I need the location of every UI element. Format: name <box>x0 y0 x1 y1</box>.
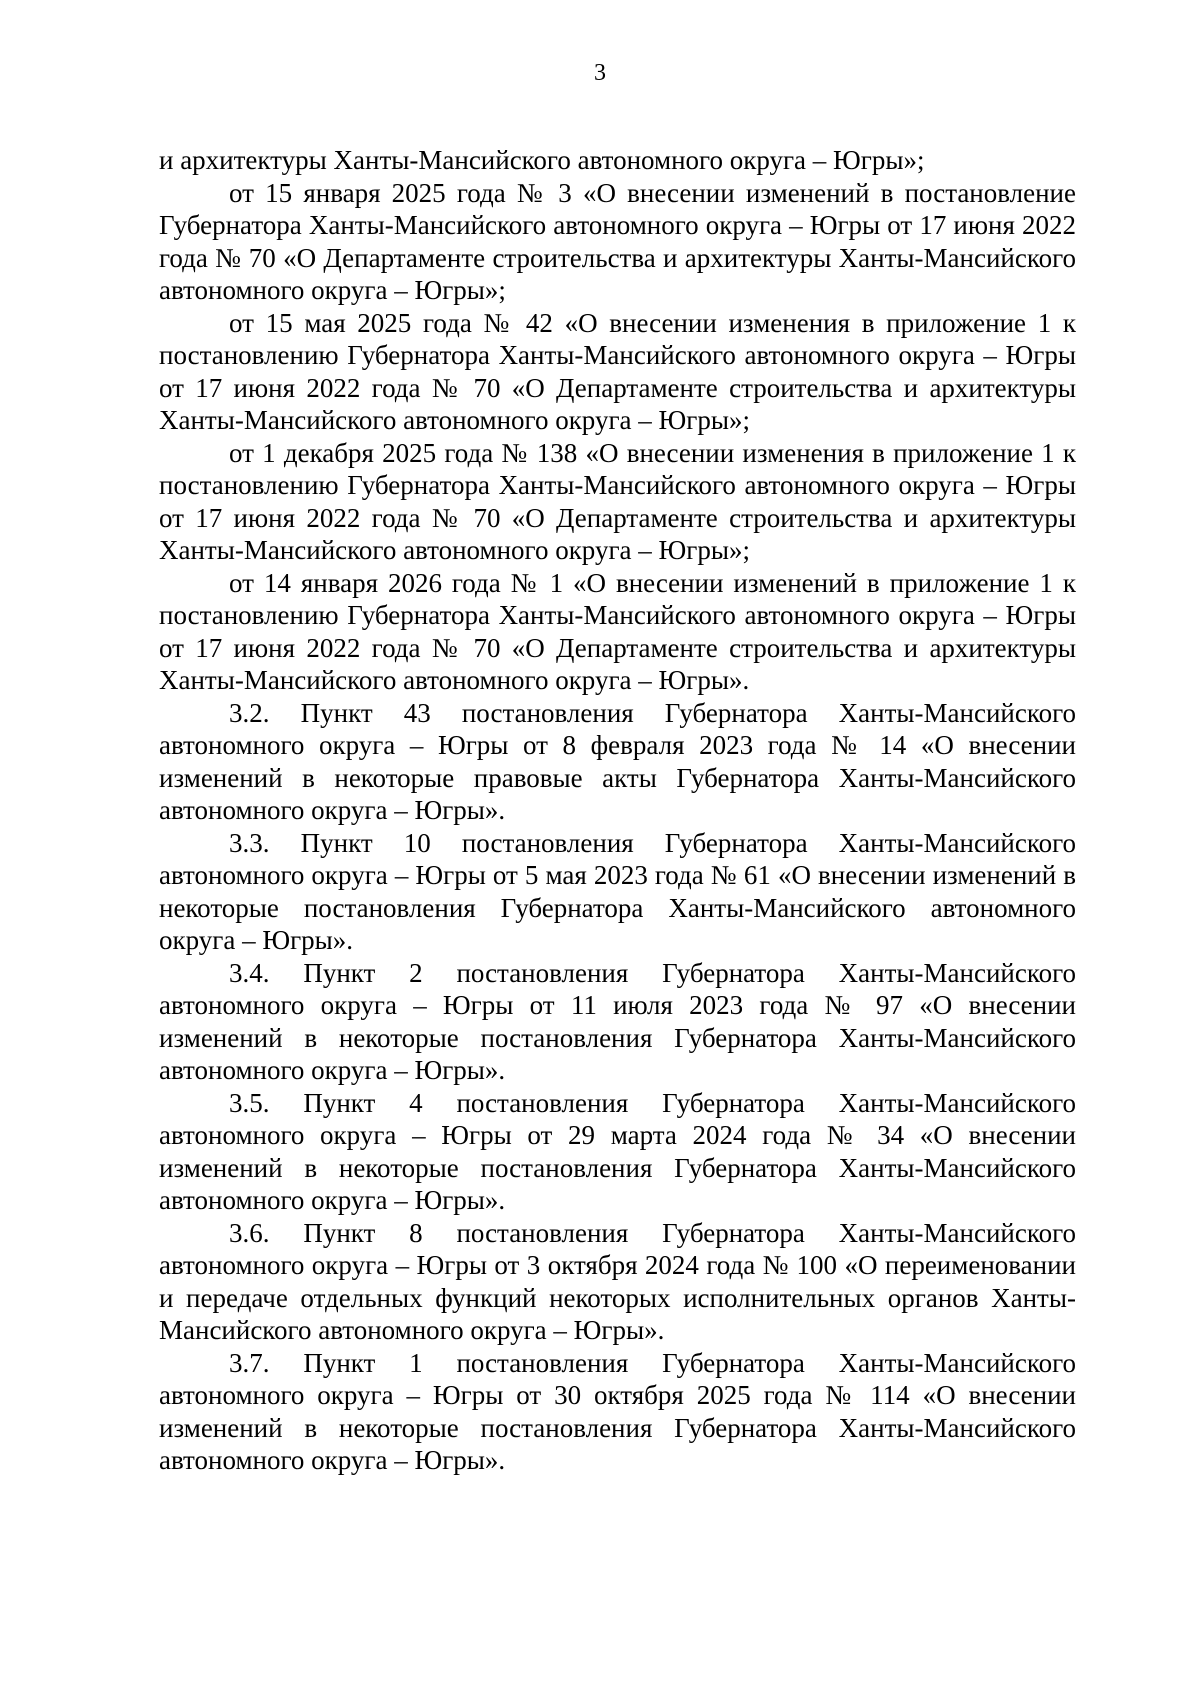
paragraph-item-1-december-2025: от 1 декабря 2025 года № 138 «О внесении изменения в приложение 1 к постановлению Губернатора Ханты-Мансийского автономного округа – Югры от 17 июня 2022 года № 70 «О Департаменте строительства и архитектуры Ханты-Мансийского автономного округа – Югры»; <box>159 437 1076 565</box>
paragraph-3-2: 3.2. Пункт 43 постановления Губернатора Ханты-Мансийского автономного округа – Югры от 8 февраля 2023 года № 14 «О внесении изменений в некоторые правовые акты Губернатора Ханты-Мансийского автономного округа – Югры». <box>159 697 1076 825</box>
paragraph-item-15-may-2025: от 15 мая 2025 года № 42 «О внесении изменения в приложение 1 к постановлению Губернатора Ханты-Мансийского автономного округа – Югры от 17 июня 2022 года № 70 «О Департаменте строительства и архитектуры Ханты-Мансийского автономного округа – Югры»; <box>159 307 1076 435</box>
paragraph-3-7: 3.7. Пункт 1 постановления Губернатора Ханты-Мансийского автономного округа – Югры от 30 октября 2025 года № 114 «О внесении изменений в некоторые постановления Губернатора Ханты-Мансийского автономного округа – Югры». <box>159 1347 1076 1475</box>
paragraph-continuation: и архитектуры Ханты-Мансийского автономного округа – Югры»; <box>159 145 925 175</box>
paragraph-item-14-january-2026: от 14 января 2026 года № 1 «О внесении изменений в приложение 1 к постановлению Губернатора Ханты-Мансийского автономного округа – Югры от 17 июня 2022 года № 70 «О Департаменте строительства и архитектуры Ханты-Мансийского автономного округа – Югры». <box>159 567 1076 695</box>
paragraph-item-15-january-2025: от 15 января 2025 года № 3 «О внесении изменений в постановление Губернатора Ханты-Мансийского автономного округа – Югры от 17 июня 2022 года № 70 «О Департаменте строительства и архитектуры Ханты-Мансийского автономного округа – Югры»; <box>159 177 1076 305</box>
paragraph-3-6: 3.6. Пункт 8 постановления Губернатора Ханты-Мансийского автономного округа – Югры от 3 октября 2024 года № 100 «О переименовании и передаче отдельных функций некоторых исполнительных органов Ханты-Мансийского автономного округа – Югры». <box>159 1217 1076 1345</box>
page-number: 3 <box>594 60 606 86</box>
paragraph-3-4: 3.4. Пункт 2 постановления Губернатора Ханты-Мансийского автономного округа – Югры от 11 июля 2023 года № 97 «О внесении изменений в некоторые постановления Губернатора Ханты-Мансийского автономного округа – Югры». <box>159 957 1076 1085</box>
paragraph-3-3: 3.3. Пункт 10 постановления Губернатора Ханты-Мансийского автономного округа – Югры от 5 мая 2023 года № 61 «О внесении изменений в некоторые постановления Губернатора Ханты-Мансийского автономного округа – Югры». <box>159 827 1076 955</box>
document-body <box>159 144 1076 1477</box>
paragraph-3-5: 3.5. Пункт 4 постановления Губернатора Ханты-Мансийского автономного округа – Югры от 29 марта 2024 года № 34 «О внесении изменений в некоторые постановления Губернатора Ханты-Мансийского автономного округа – Югры». <box>159 1087 1076 1215</box>
